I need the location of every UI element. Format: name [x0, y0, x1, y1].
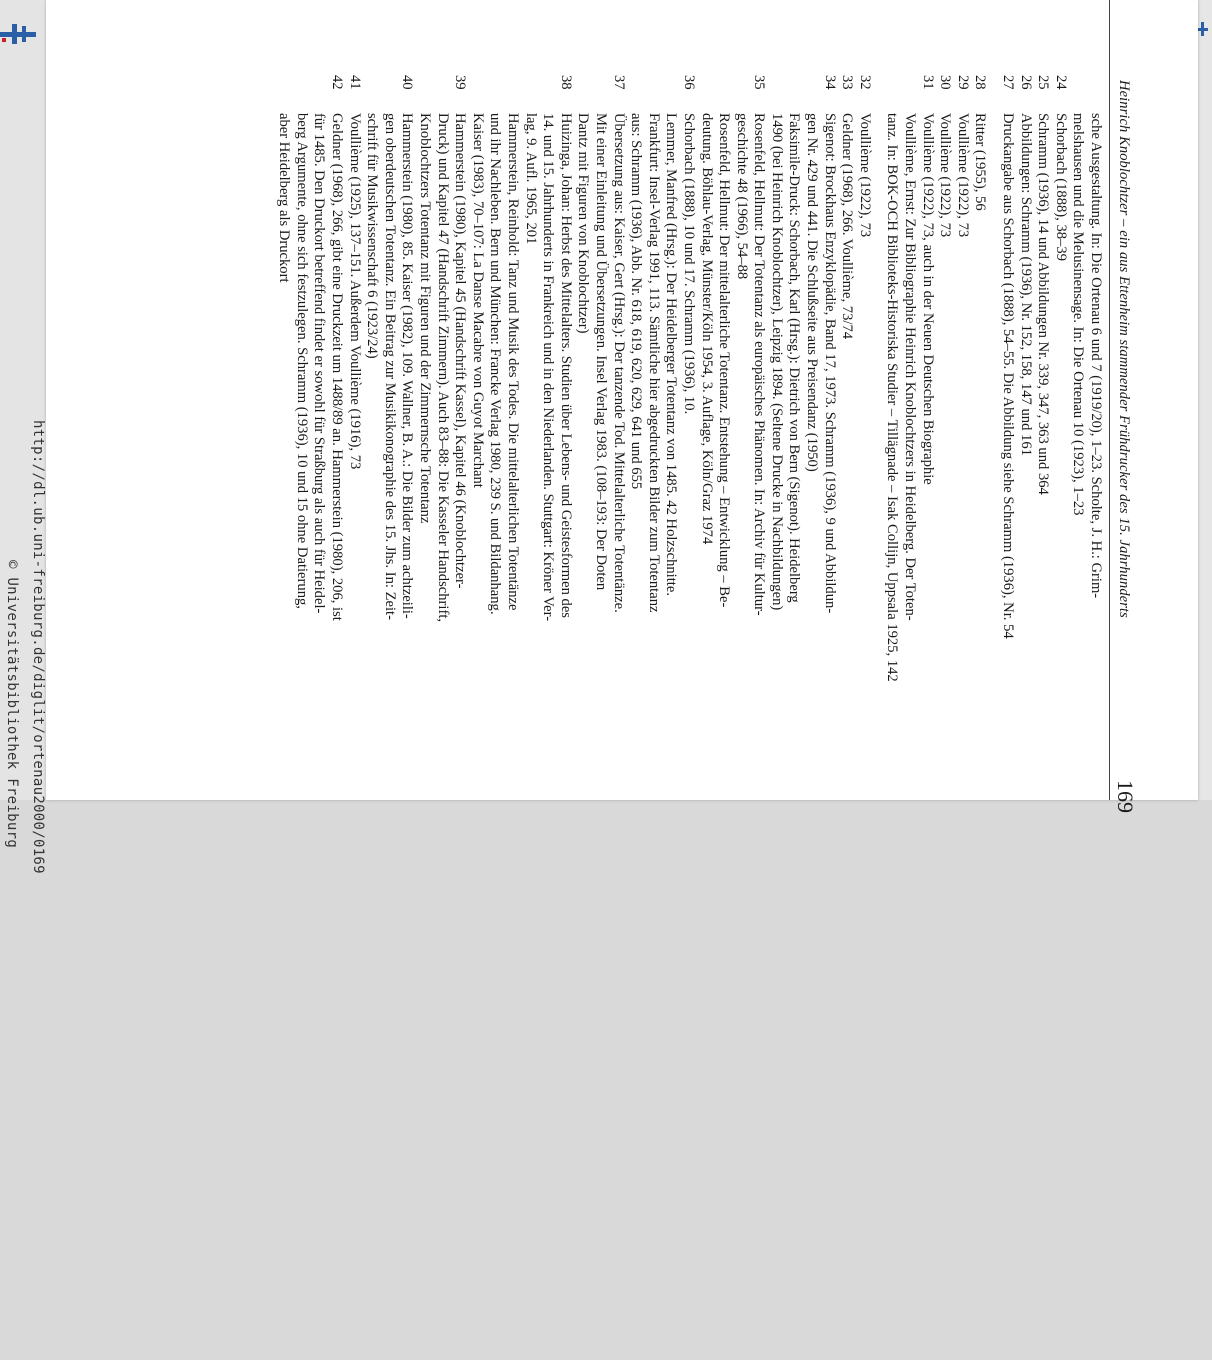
- endnote-line: [644, 75, 662, 790]
- endnote-text: gen Nr. 429 und 441. Die Schlußseite aus Preisendanz (1950): [804, 113, 821, 472]
- endnote-number: 25: [1035, 75, 1052, 90]
- endnote-text: Hammerstein (1980), 85. Kaiser (1982), 109. Wallner, B. A.: Die Bilder zum achtzeili-: [399, 113, 416, 619]
- endnote-number: [803, 75, 821, 113]
- endnote-text: Voullième (1922), 73, auch in der Neuen Deutschen Biographie: [919, 113, 936, 485]
- library-logo-fragment-icon: [1198, 22, 1208, 36]
- endnote-number: 37: [610, 75, 627, 90]
- endnote-number: [539, 75, 557, 113]
- endnote-text: gen oberdeutschen Totentanz. Ein Beitrag zur Musikikonographie des 15. Jhs. In: Zeit-: [381, 113, 398, 620]
- endnote-text: Druckangabe aus Schorbach (1888), 54–55. Die Abbildung siehe Schramm (1936), Nr. 54: [1000, 113, 1017, 639]
- endnote-text: Mit einer Einleitung und Übersetzungen. Insel Verlag 1983. (108–193: Der Doten: [592, 113, 609, 591]
- endnote-text: berg Argumente, ohne sich festzulegen. Schramm (1936), 10 und 15 ohne Datierung,: [293, 113, 310, 609]
- endnote-text: melshausen und die Melusinensage. In: Die Ortenau 10 (1923), 1–23: [1070, 113, 1087, 516]
- endnote-text: Ritter (1955), 56: [972, 113, 989, 211]
- endnote-line: [918, 75, 936, 790]
- endnote-text: Geldner (1968), 266. Voullième, 73/74: [839, 113, 856, 340]
- endnote-number: 36: [680, 75, 697, 90]
- endnote-line: [398, 75, 416, 790]
- endnote-line: [556, 75, 574, 790]
- endnote-line: [591, 75, 609, 790]
- endnote-line: [292, 75, 310, 790]
- endnote-text: lag, 9. Aufl. 1965, 201: [522, 113, 539, 245]
- endnote-line: [803, 75, 821, 790]
- endnote-line: [767, 75, 785, 790]
- endnote-line: [1016, 75, 1034, 790]
- endnote-line: [539, 75, 557, 790]
- endnote-number: 29: [954, 75, 971, 90]
- endnote-number: [468, 75, 486, 113]
- endnote-text: Voullième, Ernst: Zur Bibliographie Heinrich Knoblochtzers in Heidelberg. Der Toten-: [902, 113, 919, 621]
- endnote-line: [820, 75, 838, 790]
- running-title: Heinrich Knoblochtzer – ein aus Ettenheim stammender Frühdrucker des 15. Jahrhunderts: [1116, 80, 1132, 618]
- note-gap: [988, 75, 998, 790]
- endnote-line: [838, 75, 856, 790]
- endnote-line: [679, 75, 697, 790]
- endnote-number: [715, 75, 733, 113]
- endnote-number: [363, 75, 381, 113]
- endnote-text: Schramm (1936), 14 und Abbildungen Nr. 339, 347, 363 und 364: [1035, 113, 1052, 495]
- endnote-line: [380, 75, 398, 790]
- endnote-line: [275, 75, 293, 790]
- running-header: [1109, 0, 1140, 813]
- copyright-notice: © Universitätsbibliothek Freiburg: [4, 560, 20, 849]
- endnote-number: 31: [919, 75, 936, 90]
- endnote-text: aber Heidelberg als Druckort: [276, 113, 293, 283]
- endnote-number: [433, 75, 451, 113]
- endnote-number: 40: [399, 75, 416, 90]
- endnote-text: Schorbach (1888), 10 und 17. Schramm (1936), 10.: [680, 113, 697, 415]
- endnote-number: [310, 75, 328, 113]
- endnote-number: 24: [1052, 75, 1069, 90]
- endnote-text: schrift für Musikwissenschaft 6 (1923/24): [364, 113, 381, 359]
- endnote-line: [883, 75, 901, 790]
- endnote-number: [883, 75, 901, 113]
- document-page: [4, 0, 1198, 874]
- endnote-number: 39: [452, 75, 469, 90]
- endnote-text: Faksimile-Druck: Schorbach, Karl (Hrsg.): Dietrich von Bern (Sigenot). Heidelberg: [786, 113, 803, 603]
- endnote-line: [1069, 75, 1087, 790]
- endnote-number: 27: [1000, 75, 1017, 90]
- endnote-number: [900, 75, 918, 113]
- endnote-text: Knoblochtzers Totentanz mit Figuren und der Zimmernsche Totentanz: [417, 113, 434, 524]
- endnote-text: 1490 (bei Heinrich Knoblochtzer), Leipzig 1894. (Seltene Drucke in Nachbildungen): [768, 113, 785, 611]
- endnote-text: geschichte 48 (1966), 54–88: [733, 113, 750, 280]
- endnote-number: [697, 75, 715, 113]
- endnote-text: Lemmer, Manfred (Hrsg.): Der Heidelberger Totentanz von 1485. 42 Holzschnitte.: [663, 113, 680, 596]
- library-logo-icon: [0, 24, 36, 44]
- endnote-line: [732, 75, 750, 790]
- endnote-line: [1086, 75, 1104, 790]
- endnote-number: [1069, 75, 1087, 113]
- endnote-number: [662, 75, 680, 113]
- endnote-text: Druck) und Kapitel 47 (Handschrift Zimmern). Auch 83–88: Die Kasseler Handschrift,: [434, 113, 451, 623]
- endnote-line: [715, 75, 733, 790]
- endnote-line: [574, 75, 592, 790]
- endnote-text: Voullième (1922), 73: [937, 113, 954, 238]
- endnote-line: [662, 75, 680, 790]
- endnote-number: [732, 75, 750, 113]
- endnote-text: Hammerstein, Reinhold: Tanz und Musik des Todes. Die mittelalterlichen Totentänze: [505, 113, 521, 611]
- endnote-line: [503, 75, 521, 790]
- endnote-text: Hammerstein (1980), Kapitel 45 (Handschrift Kassel), Kapitel 46 (Knoblochtzer-: [452, 113, 469, 589]
- endnote-line: [900, 75, 918, 790]
- endnote-number: [292, 75, 310, 113]
- endnote-text: Frankfurt: Insel-Verlag 1991, 113. Sämtliche hier abgedruckten Bilder zum Totentanz: [645, 113, 662, 613]
- endnote-line: [971, 75, 989, 790]
- endnote-text: Sigenot: Brockhaus Enzyklopädie, Band 17, 1973. Schramm (1936), 9 und Abbildun-: [821, 113, 838, 614]
- endnote-text: Dantz mit Figuren von Knoblochtzer): [575, 113, 592, 334]
- endnote-number: [503, 75, 521, 113]
- note-gap: [873, 75, 883, 790]
- endnote-number: [644, 75, 662, 113]
- endnote-text: Voullième (1925), 137–151. Außerdem Voullième (1916), 73: [346, 113, 363, 470]
- endnote-line: [697, 75, 715, 790]
- endnote-text: 14. und 15. Jahrhunderts in Frankreich und in den Niederlanden. Stuttgart: Kröner Ver-: [540, 113, 557, 622]
- source-url[interactable]: http://dl.ub.uni-freiburg.de/diglit/ortenau2000/0169: [30, 420, 46, 874]
- page-number: 169: [1113, 780, 1138, 813]
- endnote-number: 33: [839, 75, 856, 90]
- endnote-number: 35: [751, 75, 768, 90]
- endnote-text: Geldner (1968), 266, gibt eine Druckzeit um 1488/89 an. Hammerstein (1980), 206, ist: [329, 113, 346, 621]
- endnote-line: [998, 75, 1016, 790]
- endnote-number: [486, 75, 504, 113]
- endnote-line: [750, 75, 768, 790]
- endnote-number: [380, 75, 398, 113]
- endnote-text: Kaiser (1983), 70–107: La Danse Macabre von Guyot Marchant: [469, 113, 486, 488]
- endnote-line: [327, 75, 345, 790]
- endnote-number: 26: [1017, 75, 1034, 90]
- endnote-number: 41: [346, 75, 363, 90]
- endnote-number: 28: [972, 75, 989, 90]
- endnote-number: [415, 75, 433, 113]
- endnote-line: [468, 75, 486, 790]
- endnote-number: [785, 75, 803, 113]
- endnote-line: [627, 75, 645, 790]
- endnote-line: [451, 75, 469, 790]
- endnote-text: sche Ausgestaltung. In: Die Ortenau 6 und 7 (1919/20), 1–23. Scholte, J. H.: Grim-: [1088, 113, 1104, 599]
- endnote-number: [521, 75, 539, 113]
- endnote-line: [345, 75, 363, 790]
- endnote-number: 34: [821, 75, 838, 90]
- endnote-number: [627, 75, 645, 113]
- endnote-text: tanz. In: BOK-OCH Biblioteks-Historiska Studier – Tillägnade – Isak Collijn, Uppsala 1925, 142: [884, 113, 901, 682]
- endnote-line: [1051, 75, 1069, 790]
- endnote-line: [521, 75, 539, 790]
- endnote-number: 30: [937, 75, 954, 90]
- endnote-text: Übersetzung aus: Kaiser, Gert (Hrsg.): Der tanzende Tod. Mittelalterliche Totentänze.: [610, 113, 627, 613]
- rotated-page-content: [4, 0, 1198, 874]
- endnote-line: [936, 75, 954, 790]
- endnote-number: [1086, 75, 1104, 113]
- endnote-number: 32: [856, 75, 873, 90]
- endnote-text: Schorbach (1888), 38–39: [1052, 113, 1069, 261]
- endnote-number: 42: [329, 75, 346, 90]
- endnote-number: [574, 75, 592, 113]
- endnote-text: für 1485. Den Druckort betreffend findet er sowohl für Straßburg als auch für Heidel-: [311, 113, 328, 614]
- endnote-line: [486, 75, 504, 790]
- endnote-number: 38: [557, 75, 574, 90]
- endnote-line: [785, 75, 803, 790]
- endnote-line: [310, 75, 328, 790]
- endnote-text: Voullième (1922), 73: [856, 113, 873, 238]
- endnotes-list: [275, 75, 1104, 790]
- endnote-line: [1034, 75, 1052, 790]
- endnote-text: und ihr Nachleben. Bern und München: Francke Verlag 1980, 239 S. und Bildanhang.: [487, 113, 504, 615]
- endnote-text: Rosenfeld, Hellmut: Der mittelalterliche Totentanz. Entstehung – Entwicklung – Be-: [716, 113, 733, 608]
- endnote-line: [433, 75, 451, 790]
- endnote-line: [363, 75, 381, 790]
- endnote-line: [609, 75, 627, 790]
- endnote-text: Abbildungen: Schramm (1936), Nr. 152, 158, 147 und 161: [1017, 113, 1034, 456]
- endnote-line: [415, 75, 433, 790]
- endnote-number: [591, 75, 609, 113]
- endnote-line: [953, 75, 971, 790]
- endnote-text: Huizinga, Johan: Herbst des Mittelalters. Studien über Lebens- und Geistesformen des: [557, 113, 574, 618]
- viewer-right-margin: [1198, 0, 1212, 800]
- endnote-number: [767, 75, 785, 113]
- endnote-text: aus: Schramm (1936), Abb. Nr. 618, 619, 620, 629, 641 und 655: [628, 113, 645, 490]
- endnote-text: Rosenfeld, Hellmut: Der Totentanz als europäisches Phänomen. In: Archiv für Kultur-: [751, 113, 768, 616]
- endnote-text: Voullième (1922), 73: [954, 113, 971, 238]
- endnote-text: deutung. Böhlau-Verlag, Münster/Köln 1954, 3. Auflage, Köln/Graz 1974: [698, 113, 715, 545]
- endnote-number: [275, 75, 293, 113]
- endnote-line: [855, 75, 873, 790]
